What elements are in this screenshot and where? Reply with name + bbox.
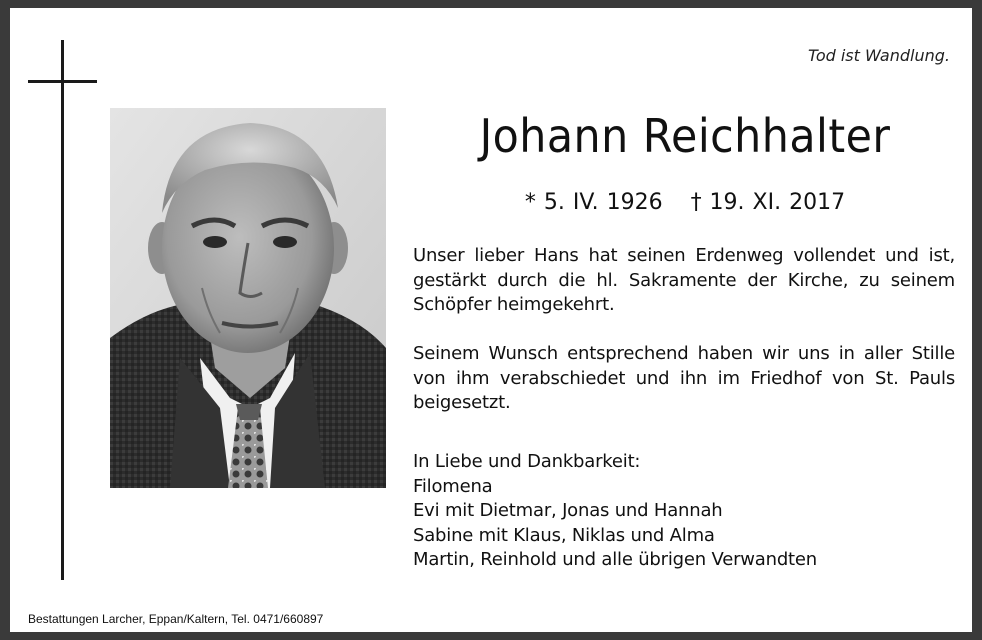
mourner-line: Filomena xyxy=(413,475,493,497)
cross-icon-horizontal xyxy=(28,80,97,83)
obituary-notice xyxy=(10,8,972,632)
portrait-photo xyxy=(110,108,386,488)
mourner-line: Martin, Reinhold und alle übrigen Verwandten xyxy=(413,549,817,570)
paragraph-announcement: Unser lieber Hans hat seinen Erdenweg vollendet und ist, gestärkt durch die hl. Sakramente der Kirche, zu seinem Schöpfer heimgekehrt. xyxy=(413,245,955,315)
funeral-home-footer: Bestattungen Larcher, Eppan/Kaltern, Tel. 0471/660897 xyxy=(28,612,324,626)
mourner-line: Evi mit Dietmar, Jonas und Hannah xyxy=(413,500,723,521)
mourner-line: Sabine mit Klaus, Niklas und Alma xyxy=(413,524,715,546)
paragraph-burial: Seinem Wunsch entsprechend haben wir uns in aller Stille von ihm verabschiedet und ihn im Friedhof von St. Pauls beigesetzt. xyxy=(413,343,955,413)
death-date: † 19. XI. 2017 xyxy=(690,190,846,215)
closing-heading: In Liebe und Dankbarkeit: xyxy=(413,451,641,472)
motto: Tod ist Wandlung. xyxy=(808,46,950,65)
life-dates xyxy=(415,190,955,215)
mourners-list xyxy=(413,450,955,573)
deceased-name: Johann Reichhalter xyxy=(479,109,891,163)
birth-date: * 5. IV. 1926 xyxy=(524,190,663,215)
cross-icon-vertical xyxy=(61,40,64,580)
